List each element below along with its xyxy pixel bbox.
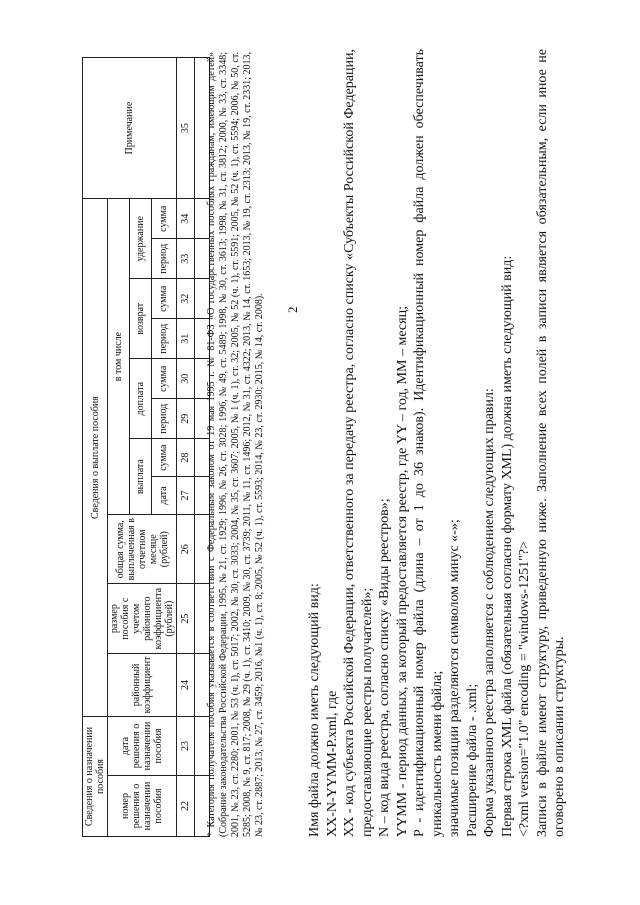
header-payment-date: дата — [151, 477, 176, 515]
header-surcharge-sum: сумма — [151, 359, 176, 399]
column-number: 34 — [177, 199, 195, 239]
footnote: * Категория получателя пособия указывается в соответствии с Федеральным законом от 19 мая 1995 г. № 81-ФЗ «О государственных пособиях гражданам, имеющим детей» (Собрание законодательства Российской Федерации, 1995, № 21, ст. 1929; 1996, № 26, ст. 3028; 1996, № 49, ст. 5489; 1998, № 30, ст. 3613; 1998, № 31, ст. 3812; 2000, № 33, ст. 3348; 2001, № 23, ст. 2280; 2001, № 53 (ч. I), ст. 5017; 2002, № 30, ст. 3033; 2004, № 35, ст. 3607; 2005, № 1 (ч. 1), ст. 32; 2005, № 52 (ч. 1), ст. 5591; 2005, № 52 (ч. 1), ст. 5594; 2006, № 50, ст. 5285; 2008, № 9, ст. 817; 2008, № 29 (ч. 1), ст. 3410; 2009, № 30, ст. 3739; 2011, № 11, ст. 1496; 2012, № 31, ст. 4322; 2013, № 14, ст. 1653; 2013, № 19, ст. 2313; 2013, № 19, ст. 2331; 2013, № 23, ст. 2887; 2013, № 27, ст. 3459; 2016, №1 (ч. 1), ст. 8; 2005, № 52 (ч. 1), ст. 5593; 2014, № 23, ст. 2930; 2015, № 14, ст. 2008). — [206, 52, 265, 837]
column-number: 35 — [177, 58, 195, 199]
column-number: 27 — [177, 477, 195, 515]
body-line: Первая строка XML файла (обязательная согласно формату XML) должна иметь следующий вид: — [499, 255, 515, 837]
body-line: Расширение файла - .xml; — [464, 683, 480, 837]
body-line: Форма указанного реестра заполняется с соблюдением следующих правил: — [482, 388, 497, 837]
header-refund-sum: сумма — [151, 279, 176, 319]
column-number: 31 — [177, 319, 195, 359]
body-line: Имя файла должно иметь следующий вид: — [307, 583, 322, 837]
header-decision-date: дата решения о назначении пособия — [108, 717, 177, 776]
column-number: 25 — [177, 584, 195, 653]
header-refund-period: период — [151, 319, 176, 359]
column-number: 33 — [177, 239, 195, 279]
registry-table — [82, 57, 210, 837]
column-number: 24 — [177, 653, 195, 716]
xml-declaration-line: <?xml version="1.0" encoding = "windows-1251"?> — [517, 541, 532, 837]
body-line: P - идентификационный номер файла (длина – от 1 до 36 знаков). Идентификационный номер файла должен обеспечивать уникальность имени файла; — [412, 49, 445, 837]
column-number: 32 — [177, 279, 195, 319]
header-note: Примечание — [83, 58, 177, 199]
body-line: N – код вида реестра, согласно списку «Виды реестров»; — [377, 498, 392, 837]
body-line: значимые позиции разделяются символом минус «-»; — [447, 519, 462, 837]
column-number: 23 — [177, 717, 195, 776]
body-line: Записи в файле имеют структуру, приведенную ниже. Заполнение всех полей в записи является обязательным, если иное не оговорено в описании структуры. — [534, 49, 567, 837]
header-payment-group: Сведения о выплате пособия — [83, 199, 108, 717]
body-text — [306, 49, 569, 837]
column-number: 29 — [177, 399, 195, 439]
column-number: 30 — [177, 359, 195, 399]
header-including: в том числе — [108, 199, 130, 515]
body-line: XX-N-YYMM-P.xml, где — [324, 690, 340, 837]
header-surcharge: доплата — [129, 359, 151, 439]
header-total-paid: общая сумма, выплаченная в отчетном месяце (рублей) — [108, 514, 177, 583]
header-refund: возврат — [129, 279, 151, 359]
column-number-row — [177, 58, 195, 837]
header-assignment-group: Сведения о назначении пособия — [83, 717, 108, 837]
page-number: 2 — [285, 306, 300, 313]
column-number: 28 — [177, 439, 195, 477]
column-number: 26 — [177, 514, 195, 583]
header-benefit-amount: размер пособия с учетом районного коэффициента (рублей) — [108, 584, 177, 653]
body-line: YYMM - период данных, за который предоставляется реестр, где YY – год, MM – месяц; — [394, 306, 410, 837]
header-payment-sum: сумма — [151, 439, 176, 477]
body-line: XX - код субъекта Российской Федерации, ответственного за передачу реестра, согласно списку «Субъекты Российской Федерации, предоставляющие реестры получателей»; — [342, 49, 375, 837]
header-surcharge-period: период — [151, 399, 176, 439]
header-decision-number: номер решения о назначении пособия — [108, 775, 177, 836]
header-payment: выплата — [129, 439, 151, 515]
header-deduction-period: период — [151, 239, 176, 279]
header-regional-coef: районный коэффициент — [108, 653, 177, 716]
header-deduction-sum: сумма — [151, 199, 176, 239]
header-deduction: удержание — [129, 199, 151, 279]
column-number: 22 — [177, 775, 195, 836]
